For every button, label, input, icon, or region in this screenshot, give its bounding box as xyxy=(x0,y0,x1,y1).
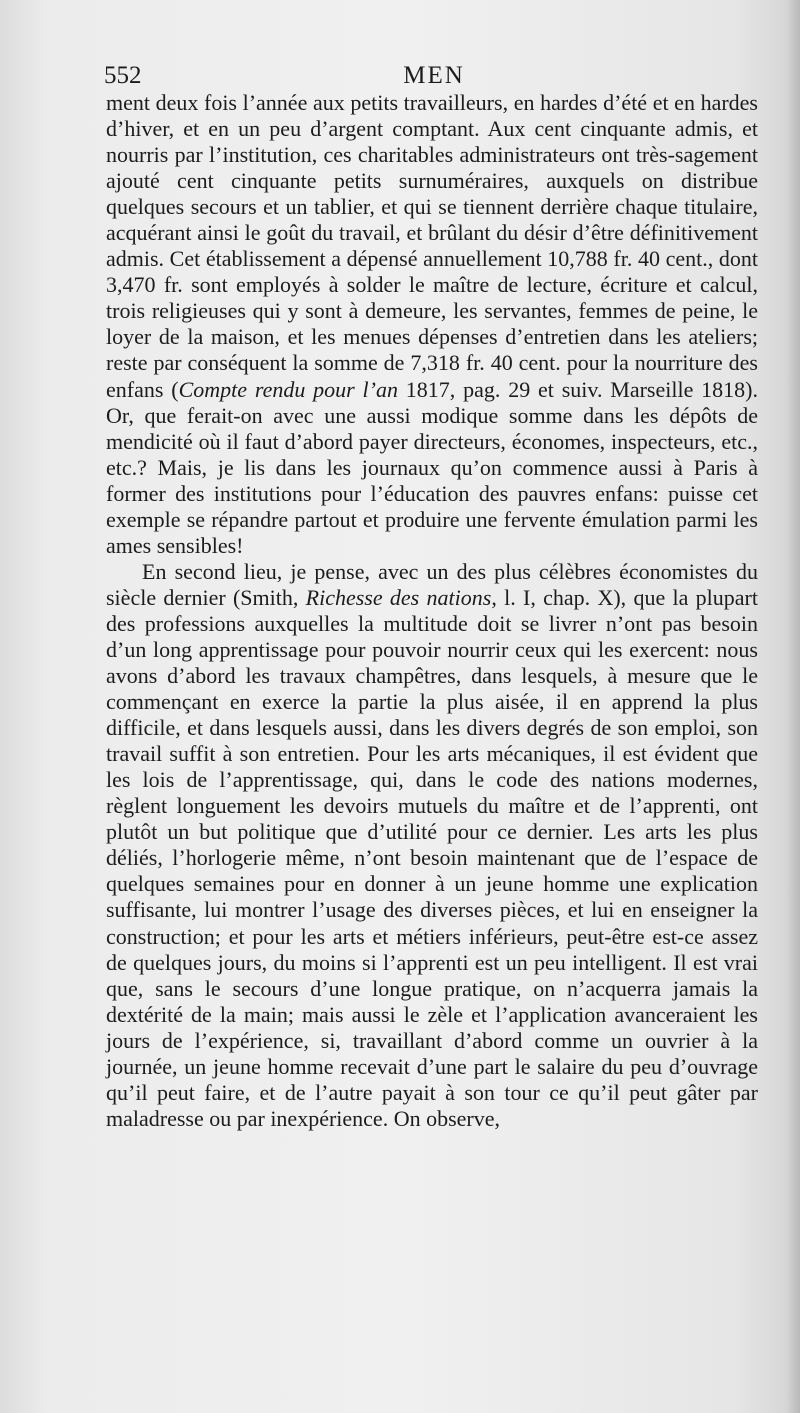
paragraph-1-citation-title: Compte rendu pour l’an xyxy=(178,376,398,402)
paragraph-1-text-a: ment deux fois l’année aux petits travailleurs, en hardes d’été et en hardes d’hiver, et en un peu d’argent comptant. Aux cent cinquante admis, et nourris par l’institution, ces charitables administrateurs ont très-sagement ajouté cent cinquante petits surnuméraires, auxquels on distribue quelques secours et un tablier, et qui se tiennent derrière chaque titulaire, acquérant ainsi le goût du travail, et brûlant du désir d’être définitivement admis. Cet établissement a dépensé annuellement 10,788 fr. 40 cent., dont 3,470 fr. sont employés à solder le maître de lecture, écriture et calcul, trois religieuses qui y sont à demeure, les servantes, femmes de peine, le loyer de la maison, et les menues dépenses d’entretien dans les ateliers; reste par conséquent la somme de 7,318 fr. 40 cent. pour la nourriture des enfans ( xyxy=(106,90,758,402)
paragraph-2-text-a: En second lieu, je pense, avec un des plus célèbres économistes du siècle dernier (Smith, xyxy=(106,558,758,610)
paragraph-1-text-b: 1817, pag. 29 et suiv. Marseille 1818). Or, que ferait-on avec une aussi modique somme dans les dépôts de mendicité où il faut d’abord payer directeurs, économes, inspecteurs, etc., etc.? Mais, je lis dans les journaux qu’on commence aussi à Paris à former des institutions pour l’éducation des pauvres enfans: puisse cet exemple se répandre partout et produire une fervente émulation parmi les ames sensibles! xyxy=(106,376,758,558)
page-number: 552 xyxy=(104,62,142,89)
paragraph-2-text-b: , l. I, chap. X), que la plupart des professions auxquelles la multitude doit se livrer n’ont pas besoin d’un long apprentissage pour pouvoir nourrir ceux qui les exercent: nous avons d’abord les travaux champêtres, dans lesquels, à mesure que le commençant en exerce la partie la plus aisée, il en apprend la plus difficile, et dans lesquels aussi, dans les divers degrés de son emploi, son travail suffit à son entretien. Pour les arts mécaniques, il est évident que les lois de l’apprentissage, qui, dans le code des nations modernes, règlent longuement les devoirs mutuels du maître et de l’apprenti, ont plutôt un but politique que d’utilité pour ce dernier. Les arts les plus déliés, l’horlogerie même, n’ont besoin maintenant que de l’espace de quelques semaines pour en donner à un jeune homme une explication suffisante, lui montrer l’usage des diverses pièces, et lui en enseigner la construction; et pour les arts et métiers inférieurs, peut-être est-ce assez de quelques jours, du moins si l’apprenti est un peu intelligent. Il est vrai que, sans le secours d’une longue pratique, on n’acquerra jamais la dextérité de la main; mais aussi le zèle et l’application avanceraient les jours de l’expérience, si, travaillant d’abord comme un ouvrier à la journée, un jeune homme recevait d’une part le salaire du peu d’ouvrage qu’il peut faire, et de l’autre payait à son tour ce qu’il peut gâter par maladresse ou par inexpérience. On observe, xyxy=(106,584,758,1131)
page-header xyxy=(104,62,764,92)
page-edge-shadow xyxy=(786,0,800,1413)
paragraph-1 xyxy=(106,90,758,559)
paragraph-2 xyxy=(106,559,758,1132)
body-text xyxy=(106,90,758,1132)
paragraph-2-citation-title: Richesse des nations xyxy=(305,584,492,610)
running-head: MEN xyxy=(403,62,465,89)
